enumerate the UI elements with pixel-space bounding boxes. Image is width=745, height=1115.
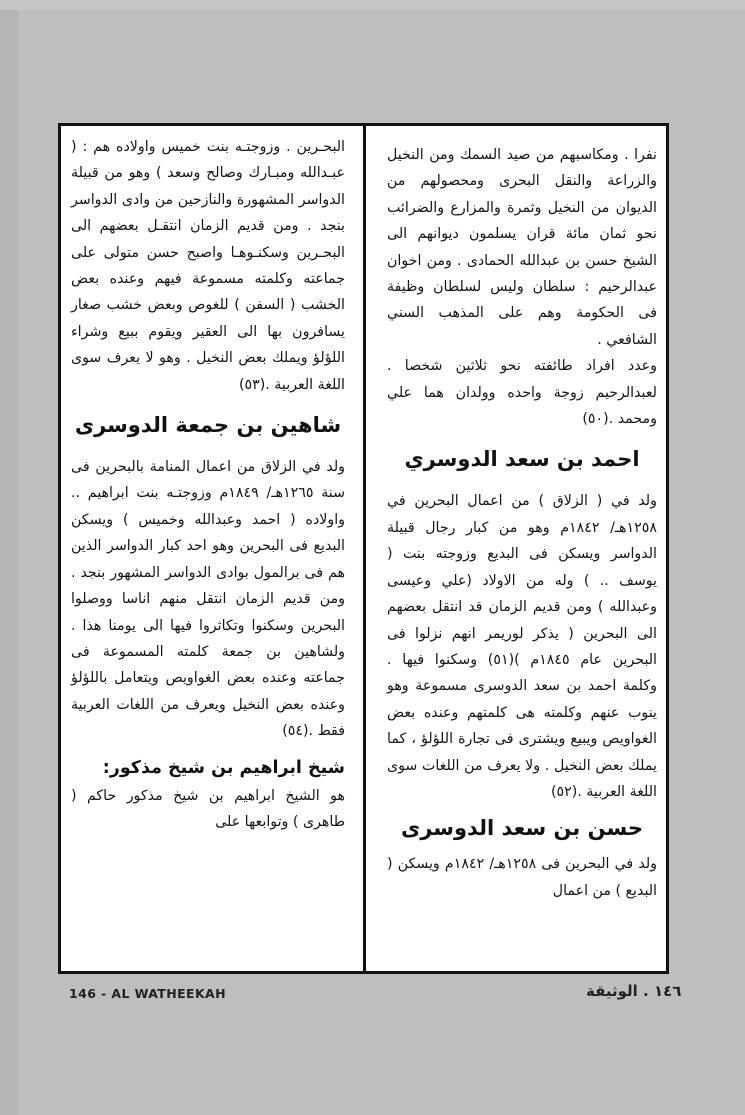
heading-ahmed-bin-saad: احمد بن سعد الدوسري — [404, 447, 640, 472]
left-column — [71, 126, 345, 971]
left-paragraph-hassan-continued: البحـرين . وزوجتـه بنت خميس واولاده هم : ( عبـدالله ومبـارك وصالح وسعد ) وهو من قبيلة الدواسر المشهورة والنازحين من وادى الدواسر بنجد . ومن قديم الزمان انتقـل بعضهم الى البحـرين وسكنـوهـا واصبح حسن متولى على جماعته وكلمته مسموعة فيهم وعنده بعض الخشب ( السفن ) للغوص وبعض خشب صغار يسافرون بها الى العقير ويقوم ببيع وشراء اللؤلؤ ويملك بعض النخيل . وهو لا يعرف سوى اللغة العربية .(٥٣) — [71, 139, 345, 393]
heading-sheikh-ibrahim: شيخ ابراهيم بن شيخ مذكور: — [102, 757, 345, 778]
right-paragraph-family: وعدد افراد طائفته نحو ثلاثين شخصا . لعبدالرحيم زوجة واحده وولدان هما علي ومحمد .(٥٠) — [387, 358, 657, 428]
heading-shaheen-bin-juma: شاهين بن جمعة الدوسرى — [74, 413, 342, 438]
right-column — [387, 126, 657, 971]
footer-page-label-arabic: ١٤٦ . الوثيقة — [586, 982, 682, 1000]
right-paragraph-intro: نفرا . ومكاسبهم من صيد السمك ومن النخيل والزراعة والنقل البحرى ومحصولهم من الديوان من النخيل وثمرة والمزارع والضرائب نحو ثمان مائة قران يسلمون ديوانهم الى الشيخ حسن بن عبدالله الحمادى . ومن اخوان عبدالرحيم : سلطان وليس لسلطان وظيفة فى الحكومة وهم على المذهب السني الشافعي . — [387, 147, 657, 348]
heading-hassan-bin-saad: حسن بن سعد الدوسرى — [401, 816, 643, 841]
scan-edge-left — [0, 0, 18, 1115]
scan-edge-top — [0, 0, 745, 10]
right-paragraph-ahmed: ولد في ( الزلاق ) من اعمال البحرين في ١٢٥٨هـ/ ١٨٤٢م وهو من كبار رجال قبيلة الدواسر ويسكن فى البديع وزوجته بنت ( يوسف .. ) وله من الاولاد (علي وعيسى وعبدالله ) ومن قديم الزمان قد انتقل بعضهم الى البحرين ( يذكر لوريمر انهم نزلوا فى البحرين عام ١٨٤٥م )(٥١) وسكنوا فيها . وكلمة احمد بن سعد الدوسرى مسموعة وهو ينوب عنهم وكلمته هى كلمتهم وعنده بعض الغواويص ويبيع ويشترى فى تجارة اللؤلؤ ، كما يملك بعض النخيل . ولا يعرف من اللغات سوى اللغة العربية .(٥٢) — [387, 493, 657, 800]
article-frame — [58, 123, 669, 974]
left-paragraph-shaheen: ولد في الزلاق من اعمال المنامة بالبحرين فى سنة ١٢٦٥هـ/ ١٨٤٩م وزوجتـه بنت ابراهيم .. واولاده ( احمد وعبدالله وخميس ) ويسكن البديع فى البحرين وهو احد كبار الدواسر الذين هم فى برالمول بوادى الدواسر المشهور بنجد . ومن قديم الزمان انتقل منهم اناسا ووصلوا البحرين وسكنوا وتكاثروا فيها الى يومنا هذا . ولشاهين بن جمعة كلمته المسموعة فى جماعته وعنده بعض الغواويص ويتعامل باللؤلؤ وعنده بعض النخيل ويعرف من اللغات العربية فقط .(٥٤) — [71, 459, 345, 740]
left-paragraph-sheikh-ibrahim: هو الشيخ ابراهيم بن شيخ مذكور حاكم ( طاهرى ) وتوابعها على — [71, 787, 345, 830]
right-paragraph-hassan: ولد في البحرين فى ١٢٥٨هـ/ ١٨٤٢م ويسكن ( البديع ) من اعمال — [387, 856, 657, 899]
footer-page-label-latin: 146 - AL WATHEEKAH — [69, 986, 226, 1001]
column-divider — [363, 126, 366, 971]
